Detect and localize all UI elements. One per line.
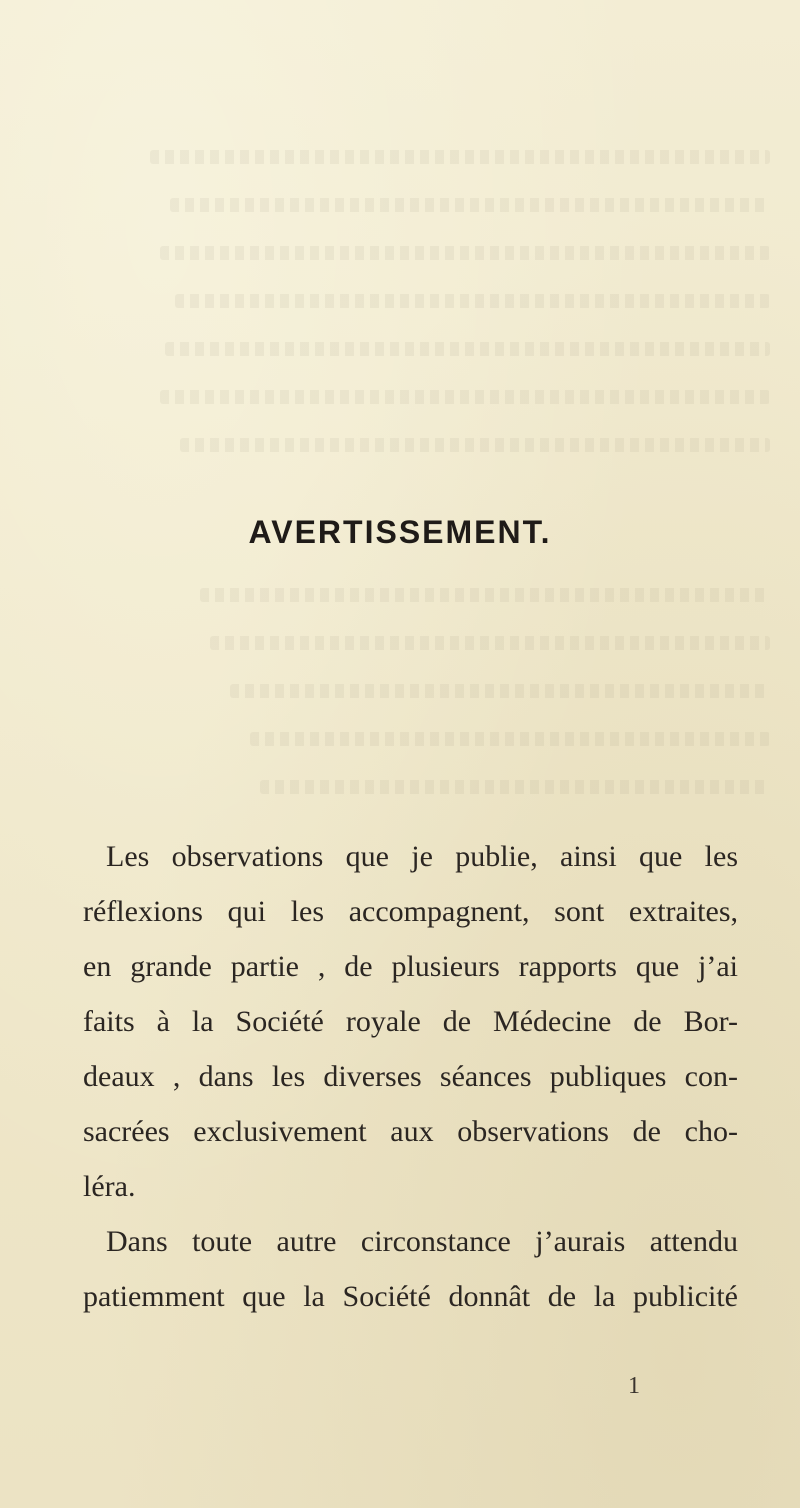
text-line: deaux , dans les diverses séances publiques con-: [83, 1060, 738, 1093]
text-line: en grande partie , de plusieurs rapports que j’ai: [83, 950, 738, 983]
text-line: sacrées exclusivement aux observations de cho-: [83, 1115, 738, 1148]
bleed-through-line: [210, 636, 770, 650]
bleed-through-line: [175, 294, 770, 308]
body-text: [83, 829, 738, 1324]
bleed-through-line: [250, 732, 770, 746]
bleed-through-line: [170, 198, 770, 212]
bleed-through-line: [165, 342, 770, 356]
bleed-through-line: [160, 246, 770, 260]
text-line: réflexions qui les accompagnent, sont extraites,: [83, 895, 738, 928]
bleed-through-line: [150, 150, 770, 164]
bleed-through-line: [260, 780, 770, 794]
signature-mark: 1: [628, 1373, 640, 1399]
page-title: AVERTISSEMENT.: [248, 514, 552, 550]
text-line: Les observations que je publie, ainsi que les: [106, 840, 738, 873]
bleed-through-line: [200, 588, 770, 602]
text-line: faits à la Société royale de Médecine de Bor-: [83, 1005, 738, 1038]
bleed-through-line: [160, 390, 770, 404]
bleed-through-line: [180, 438, 770, 452]
text-line: léra.: [83, 1170, 136, 1203]
text-line: patiemment que la Société donnât de la publicité: [83, 1280, 738, 1313]
bleed-through-line: [230, 684, 770, 698]
text-line: Dans toute autre circonstance j’aurais attendu: [106, 1225, 738, 1258]
